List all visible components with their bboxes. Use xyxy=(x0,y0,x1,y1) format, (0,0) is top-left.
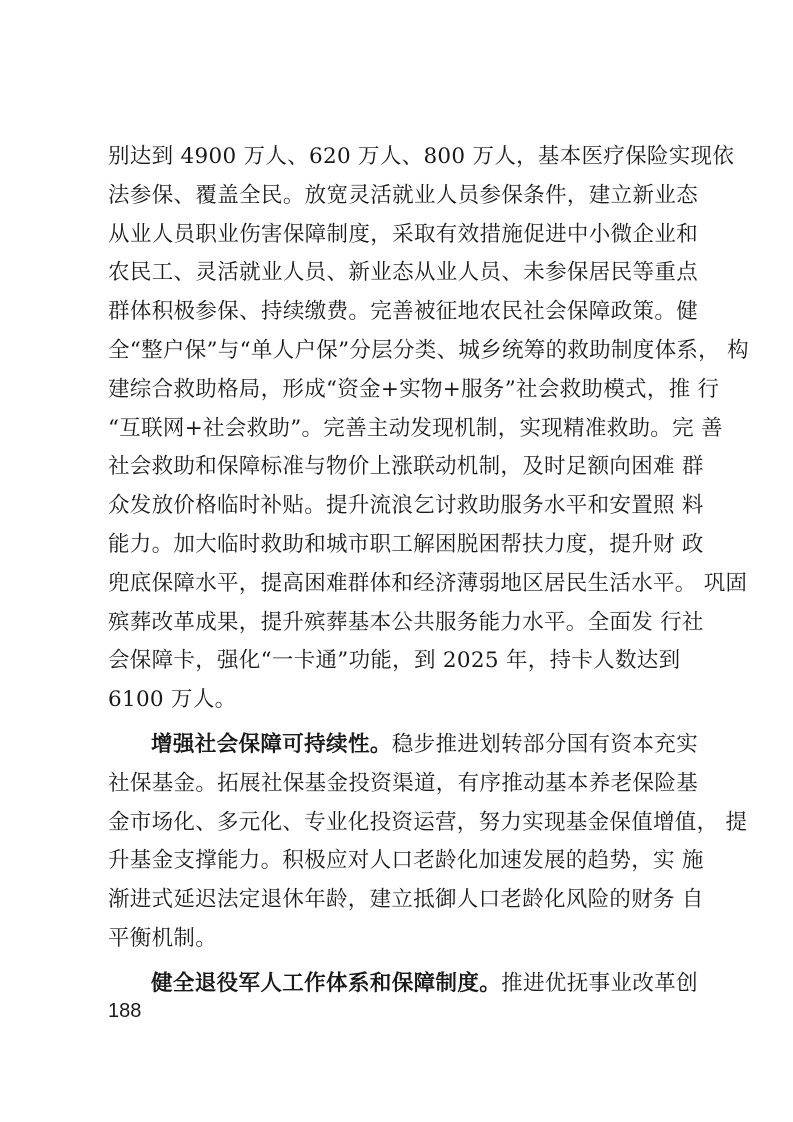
paragraph-heading: 健全退役军人工作体系和保障制度。 xyxy=(151,970,502,996)
text-line: 社保基金。拓展社保基金投资渠道，有序推动基本养老保险基 xyxy=(108,770,698,796)
text-line: 法参保、覆盖全民。放宽灵活就业人员参保条件，建立新业态 xyxy=(108,182,698,208)
text-line: 金市场化、多元化、专业化投资运营，努力实现基金保值增值， 提 xyxy=(108,809,748,835)
text-line: 平衡机制。 xyxy=(108,925,218,951)
text-line: 建综合救助格局，形成“资金+实物+服务”社会救助模式，推 行 xyxy=(108,376,720,402)
text-line: 能力。加大临时救助和城市职工解困脱困帮扶力度，提升财 政 xyxy=(108,531,704,557)
text-line: 6100 万人。 xyxy=(108,687,237,713)
text-line: 群体积极参保、持续缴费。完善被征地农民社会保障政策。健 xyxy=(108,299,698,325)
text-line xyxy=(108,726,698,765)
text-line: 升基金支撑能力。积极应对人口老龄化加速发展的趋势，实 施 xyxy=(108,848,704,874)
text-run: 推进优抚事业改革创 xyxy=(501,970,698,996)
text-line: 从业人员职业伤害保障制度，采取有效措施促进中小微企业和 xyxy=(108,221,698,247)
paragraph-social-assistance xyxy=(108,138,749,720)
text-run: 稳步推进划转部分国有资本充实 xyxy=(391,731,698,757)
text-line: 社会救助和保障标准与物价上涨联动机制，及时足额向困难 群 xyxy=(108,454,704,480)
text-line: 会保障卡，强化“一卡通”功能，到 2025 年，持卡人数达到 xyxy=(108,648,681,674)
text-line: 别达到 4900 万人、620 万人、800 万人，基本医疗保险实现依 xyxy=(108,144,735,169)
body-text xyxy=(108,138,749,1004)
text-line xyxy=(108,965,698,1004)
paragraph-sustainability xyxy=(108,726,748,959)
text-line: 众发放价格临时补贴。提升流浪乞讨救助服务水平和安置照 料 xyxy=(108,493,704,519)
text-line: 兜底保障水平，提高困难群体和经济薄弱地区居民生活水平。 巩固 xyxy=(108,570,748,596)
paragraph-heading: 增强社会保障可持续性。 xyxy=(151,731,392,757)
text-line: “互联网+社会救助”。完善主动发现机制，实现精准救助。完 善 xyxy=(108,415,723,441)
paragraph-veterans xyxy=(108,965,698,1004)
text-line: 全“整户保”与“单人户保”分层分类、城乡统筹的救助制度体系， 构 xyxy=(108,337,749,363)
page-number: 188 xyxy=(108,1000,142,1022)
text-line: 殡葬改革成果，提升殡葬基本公共服务能力水平。全面发 行社 xyxy=(108,609,704,635)
text-line: 渐进式延迟法定退休年龄，建立抵御人口老龄化风险的财务 自 xyxy=(108,887,704,913)
text-line: 农民工、灵活就业人员、新业态从业人员、未参保居民等重点 xyxy=(108,260,698,286)
